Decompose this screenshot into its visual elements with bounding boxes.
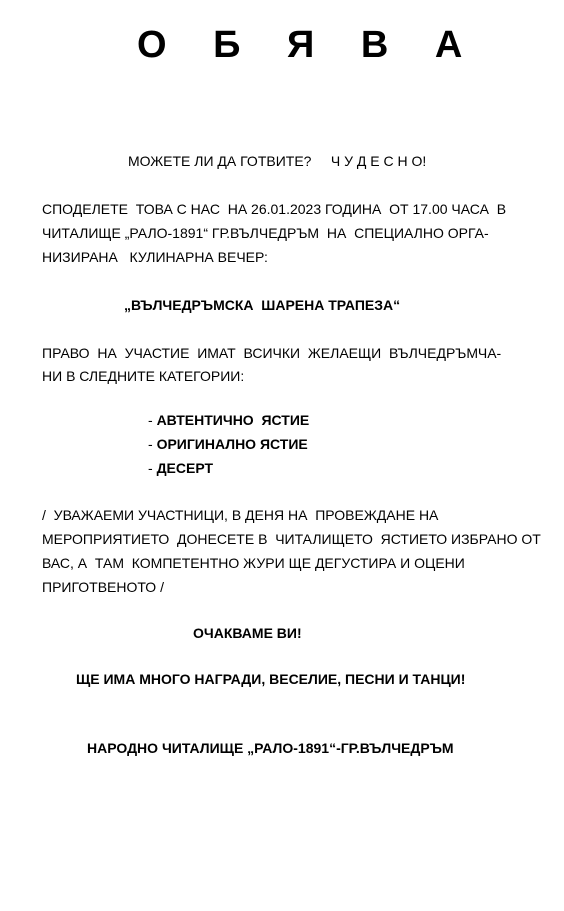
intro-line-1: СПОДЕЛЕТЕ ТОВА С НАС НА 26.01.2023 ГОДИНА ОТ 17.00 ЧАСА В bbox=[42, 201, 507, 217]
closing-expect: ОЧАКВАМЕ ВИ! bbox=[193, 625, 302, 641]
category-item bbox=[148, 410, 309, 430]
notice-line-1: / УВАЖАЕМИ УЧАСТНИЦИ, В ДЕНЯ НА ПРОВЕЖДАНЕ НА bbox=[42, 507, 439, 523]
intro-line-2: ЧИТАЛИЩЕ „РАЛО-1891“ ГР.ВЪЛЧЕДРЪМ НА СПЕЦИАЛНО ОРГА- bbox=[42, 225, 489, 241]
intro-line-3: НИЗИРАНА КУЛИНАРНА ВЕЧЕР: bbox=[42, 249, 268, 265]
category-item bbox=[148, 434, 308, 454]
signature: НАРОДНО ЧИТАЛИЩЕ „РАЛО-1891“-ГР.ВЪЛЧЕДРЪМ bbox=[87, 740, 454, 756]
category-label: АВТЕНТИЧНО ЯСТИЕ bbox=[156, 412, 310, 428]
closing-fun: ЩЕ ИМА МНОГО НАГРАДИ, ВЕСЕЛИЕ, ПЕСНИ И ТАНЦИ! bbox=[76, 671, 466, 687]
subtitle: МОЖЕТЕ ЛИ ДА ГОТВИТЕ? Ч У Д Е С Н О! bbox=[128, 153, 427, 169]
category-dash: - bbox=[148, 412, 157, 428]
category-dash: - bbox=[148, 436, 157, 452]
notice-line-2: МЕРОПРИЯТИЕТО ДОНЕСЕТЕ В ЧИТАЛИЩЕТО ЯСТИЕТО ИЗБРАНО ОТ bbox=[42, 531, 541, 547]
notice-line-4: ПРИГОТВЕНОТО / bbox=[42, 579, 164, 595]
participation-line-2: НИ В СЛЕДНИТЕ КАТЕГОРИИ: bbox=[42, 368, 245, 384]
notice-line-3: ВАС, А ТАМ КОМПЕТЕНТНО ЖУРИ ЩЕ ДЕГУСТИРА И ОЦЕНИ bbox=[42, 555, 465, 571]
participation-line-1: ПРАВО НА УЧАСТИЕ ИМАТ ВСИЧКИ ЖЕЛАЕЩИ ВЪЛЧЕДРЪМЧА- bbox=[42, 345, 502, 361]
category-label: ДЕСЕРТ bbox=[156, 460, 214, 476]
page-title: О Б Я В А bbox=[137, 24, 481, 66]
event-name: „ВЪЛЧЕДРЪМСКА ШАРЕНА ТРАПЕЗА“ bbox=[124, 297, 401, 313]
category-item bbox=[148, 458, 213, 478]
category-dash: - bbox=[148, 460, 157, 476]
category-label: ОРИГИНАЛНО ЯСТИЕ bbox=[156, 436, 308, 452]
